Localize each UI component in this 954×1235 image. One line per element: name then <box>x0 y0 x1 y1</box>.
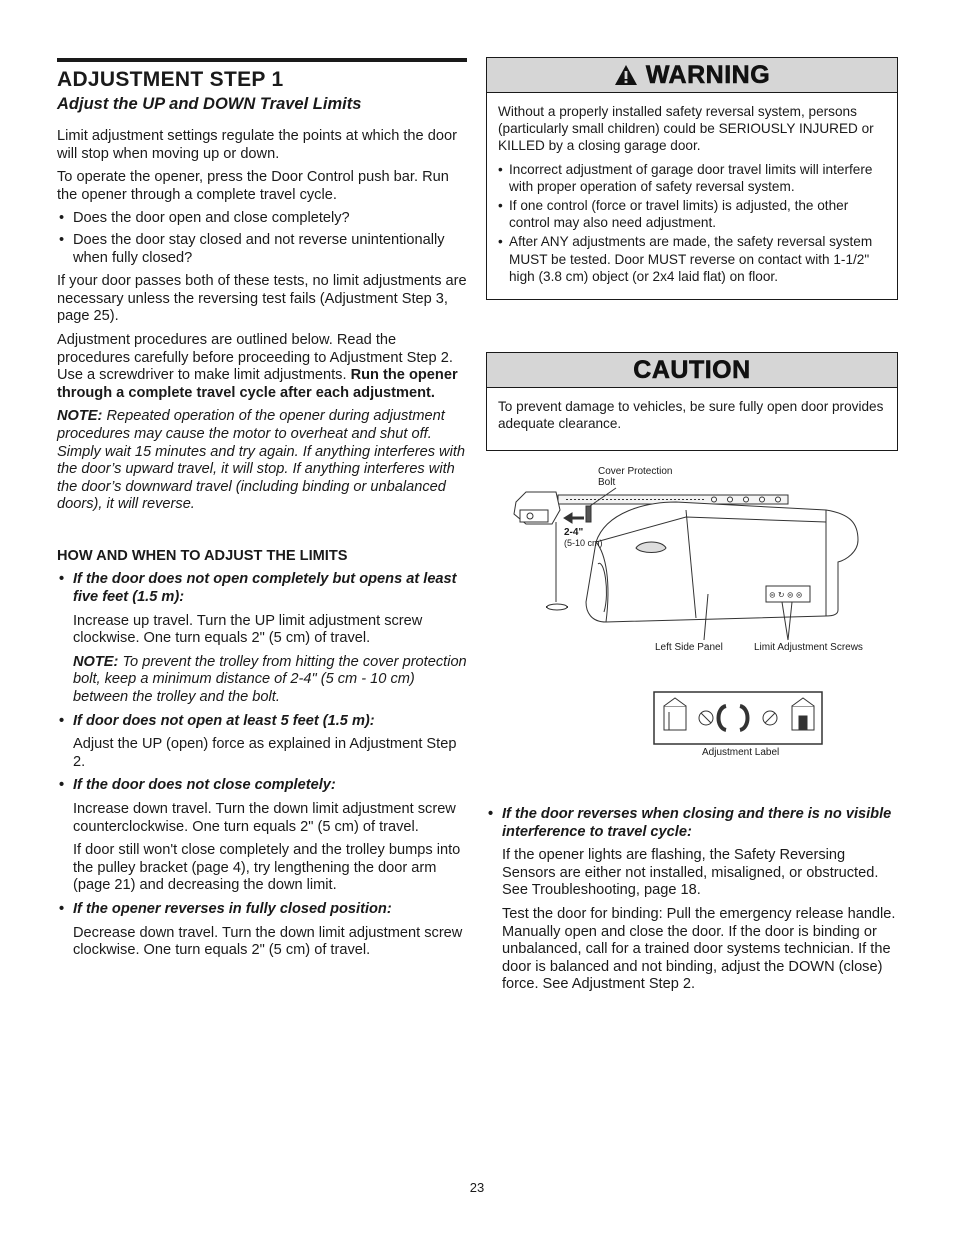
opener-illustration <box>486 462 898 762</box>
how-when-heading: HOW AND WHEN TO ADJUST THE LIMITS <box>57 547 348 564</box>
caution-body <box>487 388 897 450</box>
tests-paragraph: If your door passes both of these tests, no limit adjustments are necessary unless the reversing test fails (Adjustment Step 3, page 25). <box>57 273 467 325</box>
label-limit-adjustment-screws: Limit Adjustment Screws <box>754 642 863 653</box>
warning-intro: Without a properly installed safety reversal system, persons (particularly small children) could be SERIOUSLY INJURED or KILLED by a closing garage door. <box>498 104 874 154</box>
case-text: Test the door for binding: Pull the emergency release handle. Manually open and close the door. If the door is binding or unbalanced, call for a trained door systems technician. If the door is balanced and not binding, adjust the DOWN (close) force. See Adjustment Step 2. <box>502 905 896 993</box>
page-title: ADJUSTMENT STEP 1 <box>57 68 284 91</box>
left-column <box>57 58 467 966</box>
operate-paragraph: To operate the opener, press the Door Control push bar. Run the opener through a complete travel cycle. <box>57 169 449 203</box>
caution-title: CAUTION <box>633 355 751 384</box>
label-adjustment-label: Adjustment Label <box>702 747 780 758</box>
procedures-paragraph: Adjustment procedures are outlined below. Read the procedures carefully before proceeding to Adjustment Step 2. Use a screwdriver to make limit adjustments. Run the opener through a complete travel cycle after each adjustment. <box>57 331 458 401</box>
case-text: Adjust the UP (open) force as explained in Adjustment Step 2. <box>73 736 457 770</box>
list-item: • Incorrect adjustment of garage door travel limits will interfere with proper operation of safety reversal system. <box>498 161 886 195</box>
case-text: Increase down travel. Turn the down limit adjustment screw counterclockwise. One turn equals 2" (5 cm) of travel. <box>73 801 456 835</box>
case-text: If the opener lights are flashing, the Safety Reversing Sensors are either not installed, misaligned, or obstructed. See Troubleshooting, page 18. <box>502 847 879 899</box>
right-bottom-section <box>486 806 896 1000</box>
heading-rule <box>57 58 467 62</box>
case-heading: • If the opener reverses in fully closed position: <box>57 901 467 919</box>
warning-body <box>487 93 897 299</box>
label-cover-protection-bolt: Cover Protection Bolt <box>598 466 673 488</box>
svg-text:⊜ ↻ ⊜ ⊜: ⊜ ↻ ⊜ ⊜ <box>769 590 803 600</box>
test-checklist <box>57 210 467 267</box>
case-text: Decrease down travel. Turn the down limit adjustment screw clockwise. One turn equals 2" (5 cm) of travel. <box>73 924 463 959</box>
list-item: • Does the door open and close completely? <box>57 210 467 228</box>
label-distance-metric: (5-10 cm) <box>564 538 603 548</box>
case-text: If door still won't close completely and the trolley bumps into the pulley bracket (page 4), try lengthening the door arm (page 21) and decreasing the down limit. <box>73 842 461 894</box>
caution-header <box>487 353 897 388</box>
warning-box <box>486 57 898 300</box>
caution-box <box>486 352 898 451</box>
warning-list <box>498 161 886 285</box>
right-column <box>486 57 898 451</box>
page-subtitle: Adjust the UP and DOWN Travel Limits <box>57 95 362 113</box>
page-number: 23 <box>469 1180 485 1195</box>
label-left-side-panel: Left Side Panel <box>655 642 723 653</box>
list-item: • Does the door stay closed and not reverse unintentionally when fully closed? <box>57 232 467 267</box>
case-heading: • If the door reverses when closing and there is no visible interference to travel cycle: <box>486 806 896 841</box>
warning-triangle-icon <box>614 64 638 86</box>
trolley-note: NOTE: To prevent the trolley from hitting the cover protection bolt, keep a minimum distance of 2-4" (5 cm - 10 cm) between the trolley and the bolt. <box>73 653 467 706</box>
warning-title: WARNING <box>645 60 771 89</box>
case-heading: • If the door does not close completely: <box>57 777 467 795</box>
procedures-emphasis: Run the opener through a complete travel cycle after each adjustment. <box>57 367 458 401</box>
list-item: • If one control (force or travel limits) is adjusted, the other control may also need adjustment. <box>498 197 886 231</box>
warning-header <box>487 58 897 93</box>
intro-paragraph: Limit adjustment settings regulate the points at which the door will stop when moving up or down. <box>57 128 457 162</box>
case-heading: • If door does not open at least 5 feet (1.5 m): <box>57 713 467 731</box>
caution-text: To prevent damage to vehicles, be sure fully open door provides adequate clearance. <box>498 399 884 432</box>
case-text: Increase up travel. Turn the UP limit adjustment screw clockwise. One turn equals 2" (5 cm) of travel. <box>73 612 423 647</box>
overheat-note: NOTE: Repeated operation of the opener during adjustment procedures may cause the motor to overheat and shut off. Simply wait 15 minutes and try again. If anything interferes with the door’s upward travel, it will stop. If anything interferes with the door’s downward travel (including binding or unbalanced doors), it will reverse. <box>57 408 466 513</box>
label-distance: 2-4" <box>564 527 584 538</box>
opener-diagram <box>486 462 898 762</box>
list-item: • After ANY adjustments are made, the safety reversal system MUST be tested. Door MUST reverse on contact with 1-1/2" high (3.8 cm) object (or 2x4 laid flat) on floor. <box>498 233 886 285</box>
case-heading: • If the door does not open completely but opens at least five feet (1.5 m): <box>57 571 467 606</box>
